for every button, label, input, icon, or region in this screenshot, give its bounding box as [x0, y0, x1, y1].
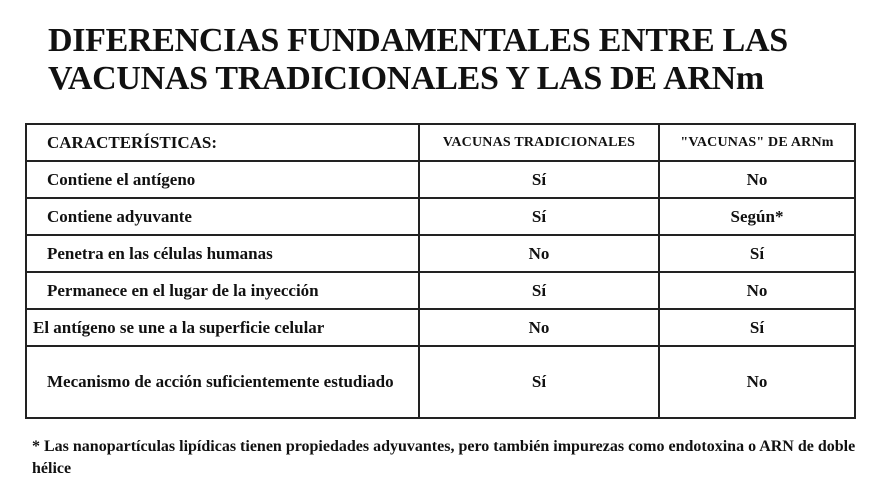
page-title — [48, 22, 868, 98]
comparison-table — [25, 123, 856, 419]
table-row — [26, 235, 855, 272]
table-row — [26, 309, 855, 346]
row-mrna-value: Sí — [659, 309, 855, 346]
row-traditional-value: No — [419, 235, 659, 272]
row-mrna-value: Sí — [659, 235, 855, 272]
row-traditional-value: Sí — [419, 346, 659, 418]
row-feature: Mecanismo de acción suficientemente estudiado — [26, 346, 419, 418]
row-mrna-value: No — [659, 346, 855, 418]
row-mrna-value: No — [659, 161, 855, 198]
table-row — [26, 161, 855, 198]
table-row — [26, 198, 855, 235]
row-mrna-value: No — [659, 272, 855, 309]
row-feature: Penetra en las células humanas — [26, 235, 419, 272]
row-feature: Contiene el antígeno — [26, 161, 419, 198]
row-feature: El antígeno se une a la superficie celular — [26, 309, 419, 346]
header-characteristics: CARACTERÍSTICAS: — [26, 124, 419, 161]
row-traditional-value: Sí — [419, 198, 659, 235]
row-feature: Contiene adyuvante — [26, 198, 419, 235]
title-line-2: VACUNAS TRADICIONALES Y LAS DE ARNm — [48, 60, 764, 97]
footnote: * Las nanopartículas lipídicas tienen propiedades adyuvantes, pero también impurezas como endotoxina o ARN de doble hélice — [32, 438, 856, 477]
header-traditional-vaccines: VACUNAS TRADICIONALES — [419, 124, 659, 161]
title-line-1: DIFERENCIAS FUNDAMENTALES ENTRE LAS — [48, 22, 788, 59]
row-mrna-value: Según* — [659, 198, 855, 235]
table-header-row — [26, 124, 855, 161]
row-traditional-value: No — [419, 309, 659, 346]
row-traditional-value: Sí — [419, 161, 659, 198]
table-row — [26, 346, 855, 418]
table-row — [26, 272, 855, 309]
row-feature: Permanece en el lugar de la inyección — [26, 272, 419, 309]
row-traditional-value: Sí — [419, 272, 659, 309]
header-mrna-vaccines: "VACUNAS" DE ARNm — [659, 124, 855, 161]
